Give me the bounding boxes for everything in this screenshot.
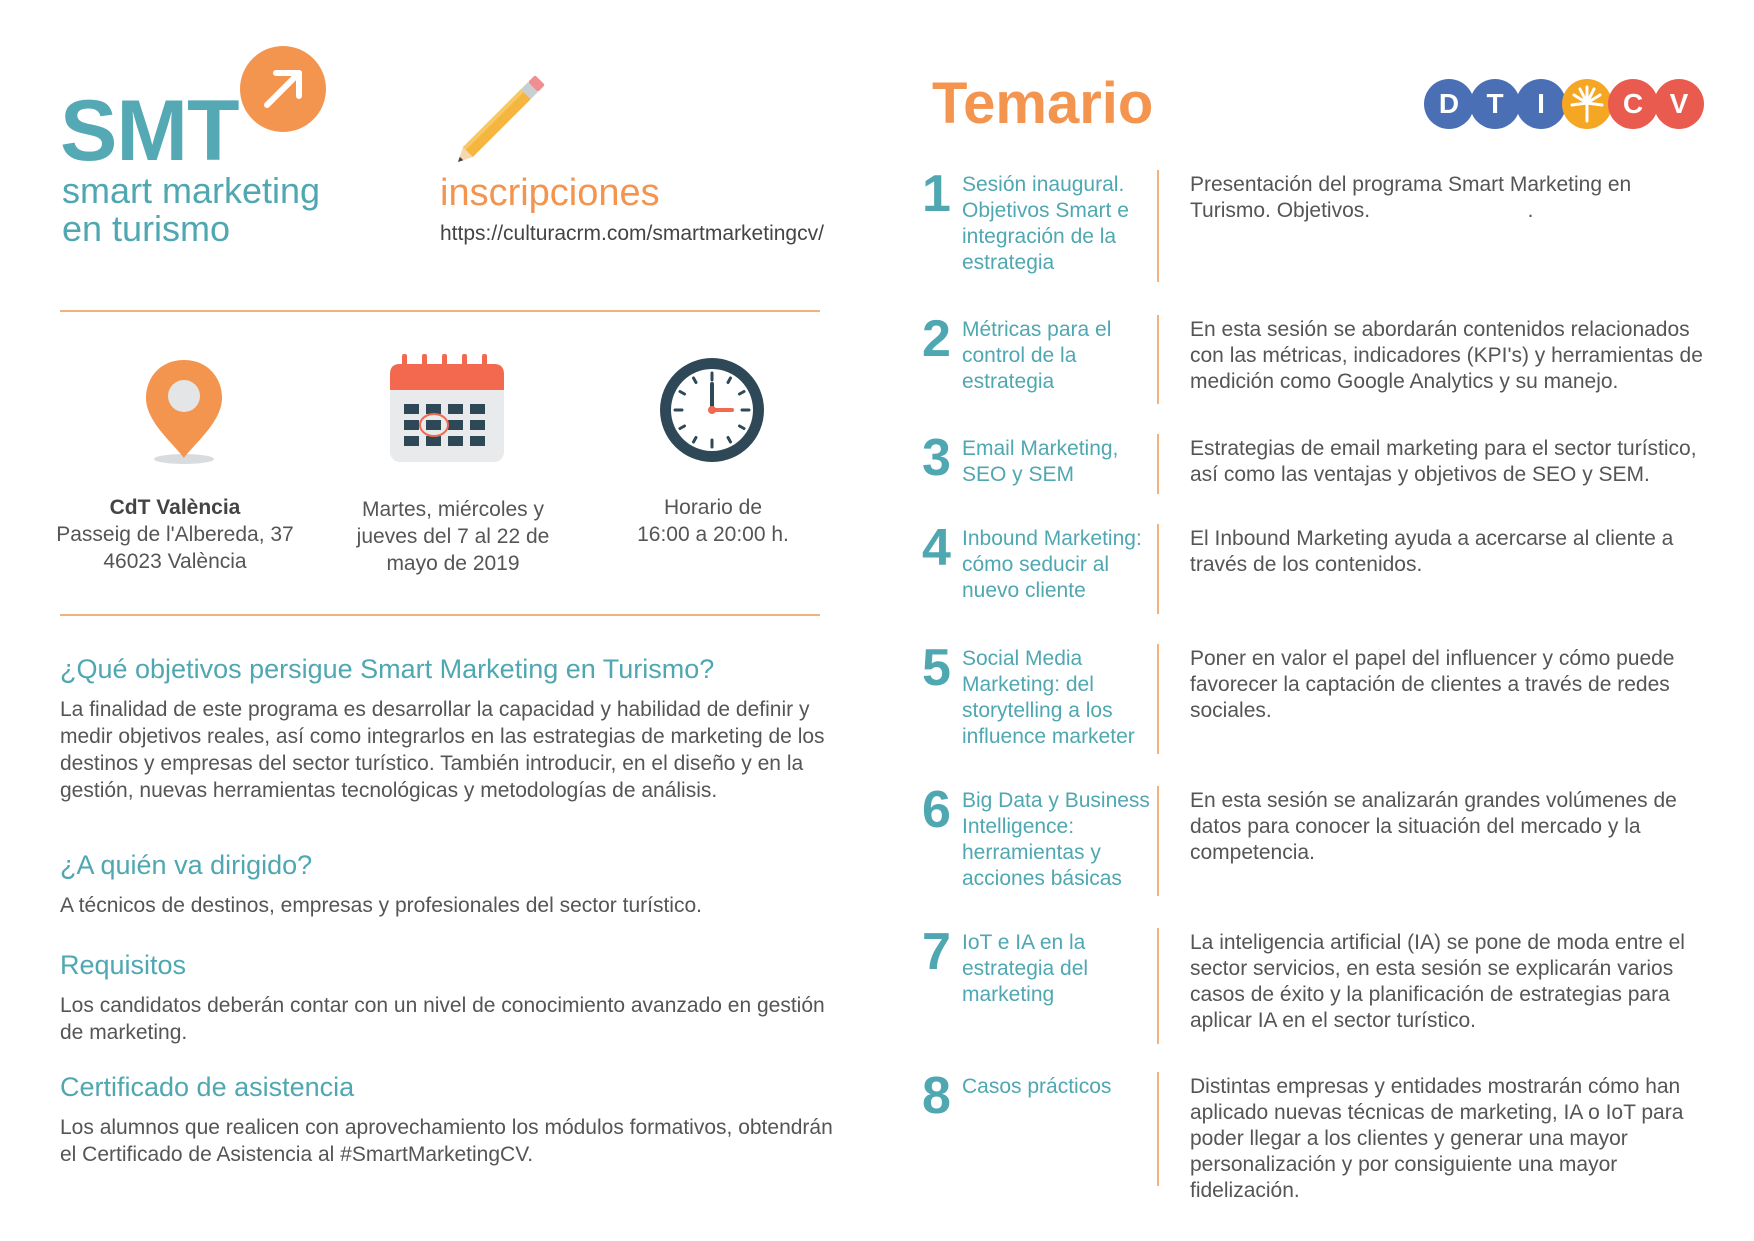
brand-subtitle-line2: en turismo	[62, 208, 231, 249]
topic-divider	[1157, 786, 1159, 896]
location-line2: 46023 València	[103, 550, 247, 573]
location-line1: Passeig de l'Albereda, 37	[56, 523, 294, 546]
topic-number: 4	[922, 519, 951, 577]
topic-number: 5	[922, 639, 951, 697]
brand-subtitle	[62, 172, 320, 248]
topic-divider	[1157, 524, 1159, 614]
topic-title: Email Marketing, SEO y SEM	[962, 437, 1119, 486]
divider-bottom	[60, 614, 820, 616]
topic-description: La inteligencia artificial (IA) se pone de moda entre el sector servicios, en esta sesión se explicarán varios casos de éxito y la planificación de estrategias para aplicar IA en el sector turístico.	[1190, 931, 1691, 1032]
inscripciones-title: inscripciones	[440, 172, 660, 214]
logo-letter-t: T	[1470, 79, 1520, 129]
topic-divider	[1157, 170, 1159, 282]
palm-icon	[1562, 79, 1612, 129]
location-block	[40, 494, 310, 575]
topic-divider	[1157, 928, 1159, 1044]
topic-title: Big Data y Business Intelligence: herramientas y acciones básicas	[962, 789, 1150, 890]
topic-description: Distintas empresas y entidades mostrarán cómo han aplicado nuevas técnicas de marketing, IA o IoT para poder llegar a los clientes y generar una mayor personalización y por consiguiente una mayor fidelización.	[1190, 1075, 1690, 1202]
time-block	[578, 494, 848, 548]
topic-title: Casos prácticos	[962, 1075, 1112, 1098]
arrow-up-right-icon	[240, 46, 326, 132]
logo-letter-i: I	[1516, 79, 1566, 129]
topic-title: IoT e IA en la estrategia del marketing	[962, 931, 1089, 1006]
brand-subtitle-line1: smart marketing	[62, 170, 321, 211]
topic-description: Presentación del programa Smart Marketing en Turismo. Objetivos. .	[1190, 173, 1637, 222]
section-body-requisitos: Los candidatos deberán contar con un nivel de conocimiento avanzado en gestión de marketing.	[60, 994, 825, 1044]
clock-icon	[658, 356, 766, 469]
divider-top	[60, 310, 820, 312]
section-body-certificado: Los alumnos que realicen con aprovechamiento los módulos formativos, obtendrán el Certificado de Asistencia al #SmartMarketingCV.	[60, 1116, 833, 1166]
topic-number: 8	[922, 1067, 951, 1125]
temario-title: Temario	[932, 71, 1154, 136]
logo-letter-c: C	[1608, 79, 1658, 129]
brand-acronym: SMT	[60, 83, 239, 179]
dates-block	[318, 496, 588, 577]
section-body-dirigido: A técnicos de destinos, empresas y profesionales del sector turístico.	[60, 894, 702, 917]
topic-divider	[1157, 644, 1159, 754]
topic-description: Poner en valor el papel del influencer y cómo puede favorecer la captación de clientes a través de redes sociales.	[1190, 647, 1681, 722]
dates-line3: mayo de 2019	[386, 552, 520, 575]
topic-number: 1	[922, 165, 951, 223]
topic-divider	[1157, 315, 1159, 404]
topic-description: En esta sesión se analizarán grandes volúmenes de datos para conocer la situación del mercado y la competencia.	[1190, 789, 1683, 864]
section-heading-objetivos: ¿Qué objetivos persigue Smart Marketing en Turismo?	[60, 654, 715, 684]
logo-letter-v: V	[1654, 79, 1704, 129]
inscripciones-url[interactable]: https://culturacrm.com/smartmarketingcv/	[440, 222, 824, 245]
topic-divider	[1157, 434, 1159, 494]
time-line1: Horario de	[663, 496, 763, 519]
topic-divider	[1157, 1072, 1159, 1186]
dates-line1: Martes, miércoles y	[361, 498, 545, 521]
location-name: CdT València	[109, 496, 241, 519]
topic-number: 3	[922, 429, 951, 487]
topic-number: 6	[922, 781, 951, 839]
topic-title: Inbound Marketing: cómo seducir al nuevo cliente	[962, 527, 1142, 602]
topic-number: 7	[922, 923, 951, 981]
dates-line2: jueves del 7 al 22 de	[356, 525, 550, 548]
time-line2: 16:00 a 20:00 h.	[637, 523, 789, 546]
calendar-icon	[388, 354, 508, 471]
section-heading-requisitos: Requisitos	[60, 950, 187, 980]
topic-description: Estrategias de email marketing para el sector turístico, así como las ventajas y objetivos de SEO y SEM.	[1190, 437, 1703, 486]
section-heading-dirigido: ¿A quién va dirigido?	[60, 850, 313, 880]
location-pin-icon	[134, 356, 234, 471]
topic-description: El Inbound Marketing ayuda a acercarse al cliente a través de los contenidos.	[1190, 527, 1680, 576]
topic-title: Sesión inaugural. Objetivos Smart e integración de la estrategia	[962, 173, 1129, 274]
topic-title: Social Media Marketing: del storytelling a los influence marketer	[962, 647, 1135, 748]
section-body-objetivos: La finalidad de este programa es desarrollar la capacidad y habilidad de definir y medir objetivos reales, así como integrarlos en las estrategias de marketing de los destinos y empresas del sector turístico. También introducir, en el diseño y en la gestión, nuevas herramientas tecnológicas y metodologías de análisis.	[60, 698, 825, 802]
logo-letter-d: D	[1424, 79, 1474, 129]
section-heading-certificado: Certificado de asistencia	[60, 1072, 355, 1102]
topic-number: 2	[922, 310, 951, 368]
topic-title: Métricas para el control de la estrategia	[962, 318, 1112, 393]
topic-description: En esta sesión se abordarán contenidos relacionados con las métricas, indicadores (KPI's) y herramientas de medición como Google Analytics y su manejo.	[1190, 318, 1709, 393]
pencil-icon	[448, 74, 548, 175]
